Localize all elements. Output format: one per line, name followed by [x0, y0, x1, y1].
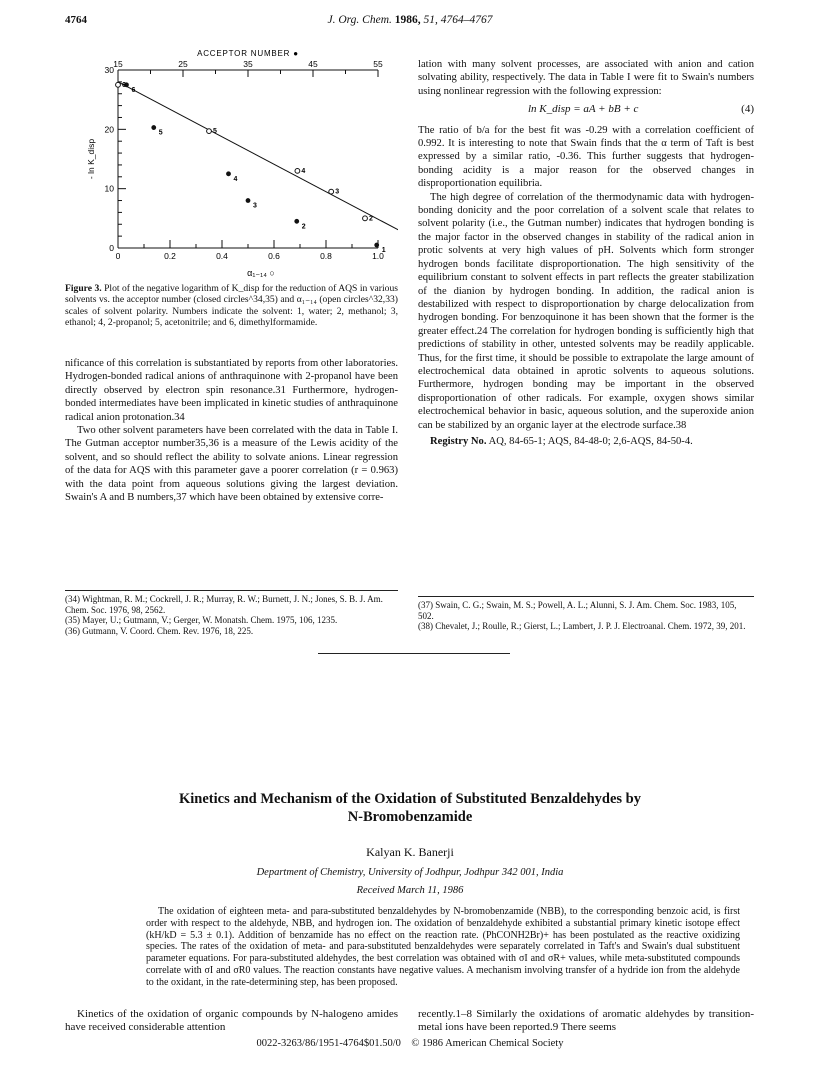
top-tick-label: 35	[243, 59, 253, 69]
reference-37: (37) Swain, C. G.; Swain, M. S.; Powell, A. L.; Alunni, S. J. Am. Chem. Soc. 1983, 105, 502.	[418, 600, 737, 621]
right-references	[418, 600, 754, 632]
open-point-label: 3	[335, 188, 340, 196]
reference-34: (34) Wightman, R. M.; Cockrell, J. R.; Murray, R. W.; Burnett, J. N.; Jones, S. B. J. Am. Chem. Soc. 1976, 98, 2562.	[65, 594, 383, 615]
open-circle-point	[363, 216, 368, 221]
author: Kalyan K. Banerji	[366, 845, 454, 859]
page-footer	[0, 1038, 820, 1049]
y-axis-label: - ln K_disp	[86, 138, 96, 180]
registry-text: AQ, 84-65-1; AQS, 84-48-0; 2,6-AQS, 84-50-4.	[486, 435, 693, 447]
open-circle-point	[295, 168, 300, 173]
equation-text: ln K_disp = aA + bB + c	[528, 103, 639, 116]
left-column	[65, 357, 398, 504]
closed-circle-point	[246, 198, 251, 203]
top-tick-label: 55	[373, 59, 383, 69]
closed-point-label: 4	[233, 175, 238, 183]
open-point-label: 2	[369, 215, 373, 223]
open-point-label: 4	[301, 167, 306, 175]
closed-point-label: 6	[131, 86, 136, 94]
registry-label: Registry No.	[430, 435, 487, 447]
open-point-label: 6	[122, 81, 126, 89]
abstract: The oxidation of eighteen meta- and para-substituted benzaldehydes by N-bromobenzamide (NBB), to the corresponding benzoic acid, is first order with respect to the aldehyde, NBB, and hydrogen ion. The oxidation of benzaldehyde exhibited a substantial primary kinetic isotope effect (kH/kD = 5.3 ± 0.1). Addition of benzamide has no effect on the reaction rate. (PhCONH2Br)+ has been postulated as the reactive oxidizing species. The rates of the oxidation of meta- and para-substituted benzaldehydes were separately correlated in Taft's and Swain's dual substituent parameter equations. For para-substituted aldehydes, the best correlation was obtained with σI and σR+ values, while meta-substituted compounds correlate with σI and σR0 values. The reaction constants have negative values. A mechanism involving transfer of a hydride ion from the aldehyde to the oxidant, in the rate-determining step, has been proposed.	[146, 906, 740, 988]
closed-point-label: 3	[253, 202, 257, 210]
regression-line	[118, 82, 398, 248]
open-circle-point	[207, 129, 212, 134]
right-paragraph-2: The ratio of b/a for the best fit was -0.29 with a correlation coefficient of 0.992. It is interesting to note that Swain finds that the α term of Taft is best expressed by a similar ratio, -0.36. This further suggests that hydrogen-bonding acidity is a major reason for the observed changes in disproportionation equilibria.	[418, 124, 754, 190]
closed-point-label: 1	[381, 247, 386, 255]
closed-point-label: 2	[301, 223, 306, 231]
left-paragraph-2: Two other solvent parameters have been correlated with the data in Table I. The Gutman acceptor number35,36 is a measure of the Lewis acidity of the solvent, and so should reflect the ability to solvate anions. Linear regression of the data for AQS with this parameter gave a poorer correlation (r = 0.963) with the data point from aqueous solutions giving the largest deviation. Swain's A and B numbers,37 which have been obtained by extensive corre-	[65, 425, 398, 504]
closed-circle-point	[226, 171, 231, 176]
top-tick-label: 15	[113, 59, 123, 69]
footnote-rule-left	[65, 590, 398, 591]
figure-caption-text: Plot of the negative logarithm of K_disp for the reduction of AQS in various solvents vs. the acceptor number (closed circles^34,35) and α₁₋₁₄ (open circles^32,33) scales of solvent polarity. Numbers indicate the solvent: 1, water; 2, methanol; 3, ethanol; 4, 2-propanol; 5, acetonitrile; and 6, dimethylformamide.	[65, 283, 398, 329]
y-tick-label: 0	[109, 243, 114, 253]
received-date: Received March 11, 1986	[356, 885, 464, 896]
journal-name: J. Org. Chem.	[327, 14, 392, 26]
closed-circle-point	[294, 219, 299, 224]
article-separator	[318, 653, 510, 654]
intro-left: Kinetics of the oxidation of organic compounds by N-halogeno amides have received considerable attention	[65, 1008, 398, 1034]
figure-caption	[65, 283, 398, 329]
x-tick-label: 1.0	[372, 251, 384, 261]
top-tick-label: 45	[308, 59, 318, 69]
footer-code: 0022-3263/86/1951-4764$01.50/0	[256, 1038, 401, 1049]
x-tick-label: 0.2	[164, 251, 176, 261]
y-tick-label: 20	[104, 124, 114, 135]
open-circle-point	[116, 82, 121, 87]
x-tick-label: 0	[115, 251, 121, 261]
closed-point-label: 5	[158, 129, 163, 137]
running-header	[0, 14, 820, 26]
footer-copyright: © 1986 American Chemical Society	[411, 1038, 564, 1049]
x-tick-label: 0.8	[320, 251, 332, 261]
footnote-rule-right	[418, 596, 754, 597]
article-title	[65, 790, 755, 826]
page-number: 4764	[65, 14, 87, 26]
intro-right: recently.1–8 Similarly the oxidations of aromatic aldehydes by transition-metal ions have been reported.9 There seems	[418, 1008, 754, 1034]
reference-36: (36) Gutmann, V. Coord. Chem. Rev. 1976, 18, 225.	[65, 625, 254, 636]
right-column	[418, 58, 754, 448]
left-references	[65, 594, 398, 636]
closed-circle-point	[374, 243, 379, 248]
reference-35: (35) Mayer, U.; Gutmann, V.; Gerger, W. Monatsh. Chem. 1975, 106, 1235.	[65, 615, 338, 626]
equation-number: (4)	[741, 103, 754, 116]
right-paragraph-1: lation with many solvent processes, are associated with anion and cation solvating ability, respectively. The data in Table I were fit to Swain's numbers using nonlinear regression with the following expression:	[418, 59, 754, 97]
figure-3-chart	[80, 48, 398, 280]
y-tick-label: 30	[104, 65, 114, 75]
top-tick-label: 25	[178, 59, 188, 69]
top-axis-label: ACCEPTOR NUMBER ●	[197, 49, 299, 58]
x-tick-label: 0.4	[216, 251, 228, 261]
x-axis-label: α₁₋₁₄ ○	[247, 268, 275, 278]
affiliation: Department of Chemistry, University of Jodhpur, Jodhpur 342 001, India	[256, 867, 564, 878]
figure-label: Figure 3.	[65, 283, 102, 294]
equation-4	[418, 103, 754, 116]
registry-line	[418, 435, 754, 448]
closed-circle-point	[151, 125, 156, 130]
y-tick-label: 10	[104, 183, 114, 194]
article-title-line-1: Kinetics and Mechanism of the Oxidation of Substituted Benzaldehydes by	[178, 791, 642, 807]
article-title-line-2: N-Bromobenzamide	[347, 809, 473, 825]
journal-year: 1986,	[394, 14, 421, 26]
left-paragraph-1: nificance of this correlation is substantiated by reports from other laboratories. Hydrogen-bonded radical anions of anthraquinone with 2-propanol have been directly observed by electron spin resonance.31 Furthermore, hydrogen-bonded intermediates have been implicated in kinetic studies of anthraquinone radical anion protonation.34	[65, 358, 398, 423]
open-circle-point	[329, 189, 334, 194]
journal-volume: 51, 4764–4767	[423, 14, 493, 26]
reference-38: (38) Chevalet, J.; Roulle, R.; Gierst, L.; Lambert, J. P. J. Electroanal. Chem. 1972, 39, 201.	[418, 621, 746, 632]
x-tick-label: 0.6	[268, 251, 280, 261]
right-paragraph-3: The high degree of correlation of the thermodynamic data with hydrogen-bonding donicity and the poor correlation of a solvent scale that relates to solvent polarity (i.e., the Gutman number) indicates that hydrogen bonding is the major factor in the observed changes in stability of the radical anion in protic solvents at very high values of pH. Solvents which form stronger hydrogen bonds facilitate disproportionation. The high sensitivity of the equilibrium constant to solvent effects in part reflects the greater stabilization of the dianion by hydrogen bonding. In addition, the radical anion is destabilized with respect to disproportionation by charge delocalization from hydrogen bonding. For benzoquinone it has been shown that the former is the greater effect.24 The correlation for hydrogen bonding is sufficiently high that predictions of stability in other, untested solvents may be readily applicable. Thus, for the first time, it should be possible to extrapolate the large amount of electrochemical data obtained in aprotic solvents to aqueous solutions. Furthermore, hydrogen bonding may be important in the observed disproportionation of other radicals. For example, oxygen shows similar electrochemical behavior in basic, aqueous solution, and the superoxide anion can be stabilized by an organic layer at the electrode surface.38	[418, 191, 754, 431]
open-point-label: 5	[213, 128, 217, 136]
